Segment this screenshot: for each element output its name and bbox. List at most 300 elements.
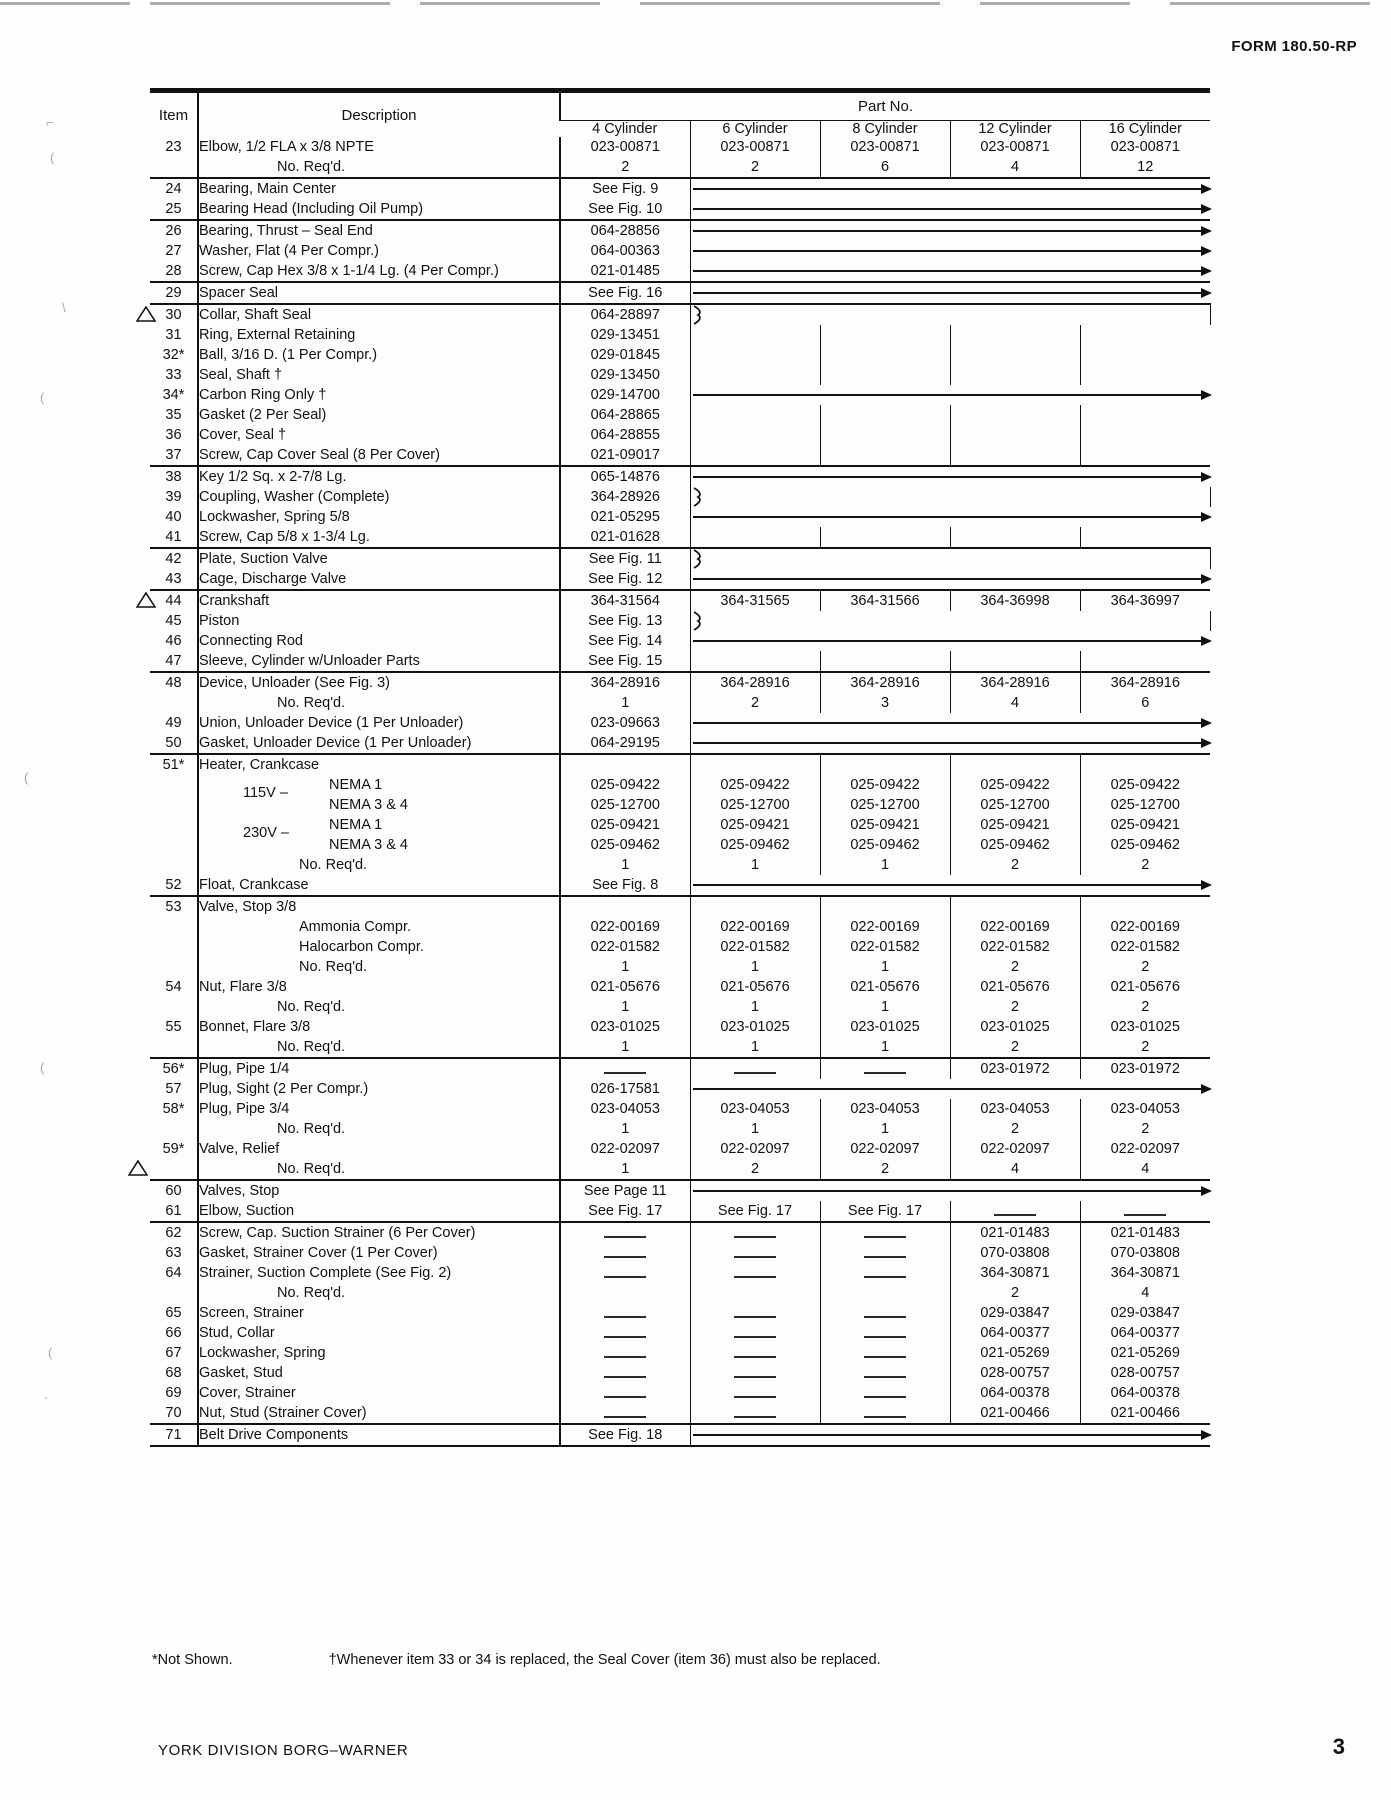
row-description: Piston xyxy=(198,611,560,631)
table-row xyxy=(150,1283,1210,1303)
row-value-col-5: 025-09462 xyxy=(1080,835,1210,855)
row-value-col-1: See Fig. 13 xyxy=(560,611,690,631)
row-description xyxy=(198,775,560,801)
row-description: Ball, 3/16 D. (1 Per Compr.) xyxy=(198,345,560,365)
row-value-col-5: 021-00466 xyxy=(1080,1403,1210,1424)
empty-value-dash xyxy=(864,1256,906,1258)
row-value-col-2 xyxy=(690,754,820,775)
header-col-1: 4 Cylinder xyxy=(592,121,658,137)
table-row xyxy=(150,282,1210,304)
row-description: Lockwasher, Spring 5/8 xyxy=(198,507,560,527)
row-value-col-5: 023-01025 xyxy=(1080,1017,1210,1037)
row-value-col-3: 6 xyxy=(820,157,950,178)
row-value-col-2: 1 xyxy=(690,1119,820,1139)
row-value-col-3 xyxy=(820,1058,950,1079)
row-value-col-5: 022-02097 xyxy=(1080,1139,1210,1159)
row-item-number: 23 xyxy=(165,139,182,155)
row-value-col-4: 364-36998 xyxy=(950,590,1080,611)
empty-value-dash xyxy=(734,1416,776,1418)
row-value-col-1: 021-05676 xyxy=(560,977,690,997)
empty-value-dash xyxy=(734,1276,776,1278)
row-value-col-4: 025-09421 xyxy=(950,815,1080,835)
row-item-number xyxy=(150,1283,198,1303)
page-number: 3 xyxy=(1332,1734,1345,1759)
row-description: Valve, Relief xyxy=(198,1139,560,1159)
row-item-number: 47 xyxy=(165,653,182,669)
empty-value-dash xyxy=(864,1276,906,1278)
scan-speckle: ( xyxy=(48,1345,53,1360)
scan-edge-artifact xyxy=(0,0,1391,10)
row-value-col-3: 025-09462 xyxy=(820,835,950,855)
row-value-col-2 xyxy=(690,1323,820,1343)
row-value-col-3: 021-05676 xyxy=(820,977,950,997)
row-description: No. Req'd. xyxy=(198,1037,560,1058)
row-value-col-5 xyxy=(1080,445,1210,466)
row-value-col-1: See Fig. 10 xyxy=(560,199,690,220)
row-description: Bearing, Thrust – Seal End xyxy=(198,220,560,241)
row-description: Stud, Collar xyxy=(198,1323,560,1343)
empty-value-dash xyxy=(734,1336,776,1338)
row-value-col-2 xyxy=(690,548,1210,569)
row-item-number xyxy=(150,815,198,835)
row-description: Plate, Suction Valve xyxy=(198,548,560,569)
row-value-col-1 xyxy=(560,896,690,917)
scan-speckle: ( xyxy=(40,390,45,405)
table-row xyxy=(150,875,1210,896)
empty-value-dash xyxy=(734,1256,776,1258)
header-description: Description xyxy=(198,93,560,137)
row-value-col-3: 1 xyxy=(820,957,950,977)
row-value-col-3: 3 xyxy=(820,693,950,713)
row-value-col-3: 022-00169 xyxy=(820,917,950,937)
row-value-col-1: 021-05295 xyxy=(560,507,690,527)
page-footer: YORK DIVISION BORG–WARNER xyxy=(158,1742,409,1759)
row-description: Lockwasher, Spring xyxy=(198,1343,560,1363)
row-value-col-1: 064-00363 xyxy=(560,241,690,261)
empty-value-dash xyxy=(604,1276,646,1278)
table-row xyxy=(150,1099,1210,1119)
table-row xyxy=(150,445,1210,466)
table-row xyxy=(150,775,1210,795)
row-description: No. Req'd. xyxy=(198,855,560,875)
table-header-row xyxy=(150,93,1210,121)
row-value-col-3: 1 xyxy=(820,1119,950,1139)
row-value-col-2 xyxy=(690,733,1210,754)
row-value-col-2: 364-31565 xyxy=(690,590,820,611)
row-value-col-1: See Fig. 16 xyxy=(560,282,690,304)
scan-speckle: \ xyxy=(62,300,66,315)
row-value-col-5 xyxy=(1080,651,1210,672)
row-value-col-1 xyxy=(560,1363,690,1383)
scan-speckle: ( xyxy=(40,1060,45,1075)
row-value-col-2 xyxy=(690,611,1210,631)
scan-speckle: ⌐ xyxy=(46,115,54,130)
row-item-number: 48 xyxy=(150,672,198,693)
row-value-col-3 xyxy=(820,1222,950,1243)
empty-value-dash xyxy=(864,1236,906,1238)
row-description: Gasket, Unloader Device (1 Per Unloader) xyxy=(198,733,560,754)
row-description: Crankshaft xyxy=(198,590,560,611)
row-value-col-2 xyxy=(690,304,1210,325)
table-row xyxy=(150,977,1210,997)
row-value-col-2 xyxy=(690,1180,1210,1201)
row-value-col-1: 1 xyxy=(560,693,690,713)
row-value-col-1: 025-12700 xyxy=(560,795,690,815)
row-value-col-1: See Fig. 12 xyxy=(560,569,690,590)
footnotes xyxy=(152,1652,881,1668)
row-item-number: 27 xyxy=(165,243,182,259)
row-value-col-2 xyxy=(690,405,820,425)
row-value-col-2 xyxy=(690,445,820,466)
table-row xyxy=(150,304,1210,325)
row-value-col-2 xyxy=(690,569,1210,590)
row-value-col-1: See Page 11 xyxy=(560,1180,690,1201)
row-value-col-1: 029-01845 xyxy=(560,345,690,365)
row-value-col-1: 023-00871 xyxy=(560,137,690,157)
row-value-col-1: 1 xyxy=(560,957,690,977)
row-value-col-1: 1 xyxy=(560,855,690,875)
row-item-number: 29 xyxy=(150,282,198,304)
empty-value-dash xyxy=(864,1376,906,1378)
table-row xyxy=(150,345,1210,365)
change-triangle-icon xyxy=(136,306,156,328)
table-row xyxy=(150,1180,1210,1201)
row-value-col-2: 2 xyxy=(690,157,820,178)
row-item-number: 40 xyxy=(165,509,182,525)
row-value-col-4: 025-12700 xyxy=(950,795,1080,815)
row-value-col-4: 2 xyxy=(950,957,1080,977)
row-item-number: 31 xyxy=(165,327,182,343)
row-value-col-2: 023-04053 xyxy=(690,1099,820,1119)
table-row xyxy=(150,199,1210,220)
row-value-col-2: See Fig. 17 xyxy=(690,1201,820,1222)
row-value-col-3 xyxy=(820,1363,950,1383)
row-value-col-5: 070-03808 xyxy=(1080,1243,1210,1263)
row-value-col-4: 2 xyxy=(950,1283,1080,1303)
row-item-number: 46 xyxy=(165,633,182,649)
row-value-col-5: 022-00169 xyxy=(1080,917,1210,937)
row-value-col-2 xyxy=(690,1058,820,1079)
row-value-col-5: 6 xyxy=(1080,693,1210,713)
table-row xyxy=(150,1243,1210,1263)
row-value-col-4: 025-09462 xyxy=(950,835,1080,855)
row-item-number: 59* xyxy=(162,1141,185,1157)
row-value-col-3 xyxy=(820,527,950,548)
table-row xyxy=(150,693,1210,713)
row-value-col-4 xyxy=(950,345,1080,365)
row-item-number: 63 xyxy=(165,1245,182,1261)
row-value-col-2 xyxy=(690,1403,820,1424)
row-item-number: 69 xyxy=(165,1385,182,1401)
row-value-col-2: 025-09462 xyxy=(690,835,820,855)
row-value-col-1: 064-28865 xyxy=(560,405,690,425)
empty-value-dash xyxy=(734,1316,776,1318)
row-value-col-1: 025-09462 xyxy=(560,835,690,855)
row-value-col-2: 022-00169 xyxy=(690,917,820,937)
row-description: Device, Unloader (See Fig. 3) xyxy=(198,672,560,693)
row-item-number: 36 xyxy=(165,427,182,443)
row-value-col-3 xyxy=(820,1243,950,1263)
row-description: Float, Crankcase xyxy=(198,875,560,896)
row-value-col-4: 021-05676 xyxy=(950,977,1080,997)
row-description: Halocarbon Compr. xyxy=(198,937,560,957)
row-value-col-2 xyxy=(690,1243,820,1263)
row-description: Cage, Discharge Valve xyxy=(198,569,560,590)
row-item-number: 49 xyxy=(165,715,182,731)
row-item-number xyxy=(150,957,198,977)
row-value-col-4: 2 xyxy=(950,1037,1080,1058)
row-value-col-3: 023-01025 xyxy=(820,1017,950,1037)
row-value-col-4 xyxy=(950,445,1080,466)
row-value-col-4: 2 xyxy=(950,997,1080,1017)
table-row xyxy=(150,1403,1210,1424)
row-value-col-1: See Fig. 14 xyxy=(560,631,690,651)
row-value-col-2 xyxy=(690,365,820,385)
row-value-col-3 xyxy=(820,1383,950,1403)
row-description: No. Req'd. xyxy=(198,693,560,713)
row-item-number: 62 xyxy=(150,1222,198,1243)
row-value-col-5: 364-36997 xyxy=(1080,590,1210,611)
table-row xyxy=(150,1303,1210,1323)
row-value-col-4: 022-02097 xyxy=(950,1139,1080,1159)
row-value-col-5: 021-01483 xyxy=(1080,1222,1210,1243)
row-description: Bearing Head (Including Oil Pump) xyxy=(198,199,560,220)
row-item-number xyxy=(150,1159,198,1180)
empty-value-dash xyxy=(864,1072,906,1074)
row-value-col-4 xyxy=(950,896,1080,917)
row-value-col-4 xyxy=(950,325,1080,345)
row-description: Collar, Shaft Seal xyxy=(198,304,560,325)
row-value-col-2: 025-09421 xyxy=(690,815,820,835)
row-value-col-2 xyxy=(690,507,1210,527)
row-description: Heater, Crankcase xyxy=(198,754,560,775)
empty-value-dash xyxy=(864,1396,906,1398)
row-value-col-5: 025-09421 xyxy=(1080,815,1210,835)
header-col-3: 8 Cylinder xyxy=(820,121,950,137)
row-value-col-4: 2 xyxy=(950,855,1080,875)
row-value-col-2 xyxy=(690,425,820,445)
row-value-col-4: 022-01582 xyxy=(950,937,1080,957)
row-value-col-4: 2 xyxy=(950,1119,1080,1139)
row-description: Valves, Stop xyxy=(198,1180,560,1201)
row-value-col-2: 1 xyxy=(690,957,820,977)
row-description: Gasket, Stud xyxy=(198,1363,560,1383)
row-description: No. Req'd. xyxy=(198,957,560,977)
row-value-col-4: 023-01972 xyxy=(950,1058,1080,1079)
table-row xyxy=(150,365,1210,385)
row-item-number xyxy=(150,835,198,855)
row-value-col-5: 4 xyxy=(1080,1283,1210,1303)
row-value-col-5: 021-05269 xyxy=(1080,1343,1210,1363)
row-value-col-1: 064-28897 xyxy=(560,304,690,325)
row-description: Screw, Cap Cover Seal (8 Per Cover) xyxy=(198,445,560,466)
row-item-number: 60 xyxy=(150,1180,198,1201)
row-item-number: 39 xyxy=(165,489,182,505)
row-item-number: 64 xyxy=(165,1265,182,1281)
row-value-col-5 xyxy=(1080,405,1210,425)
row-value-col-5: 021-05676 xyxy=(1080,977,1210,997)
row-description: Plug, Pipe 3/4 xyxy=(198,1099,560,1119)
row-description: No. Req'd. xyxy=(198,997,560,1017)
table-row xyxy=(150,466,1210,487)
row-value-col-4: 025-09422 xyxy=(950,775,1080,795)
row-description: Connecting Rod xyxy=(198,631,560,651)
row-value-col-1 xyxy=(560,1383,690,1403)
table-row xyxy=(150,220,1210,241)
row-value-col-2: 022-01582 xyxy=(690,937,820,957)
row-value-col-1: See Fig. 15 xyxy=(560,651,690,672)
row-value-col-1: 025-09422 xyxy=(560,775,690,795)
row-value-col-1: 1 xyxy=(560,997,690,1017)
table-row xyxy=(150,754,1210,775)
row-item-number xyxy=(150,997,198,1017)
header-item: Item xyxy=(158,106,189,124)
row-description: Spacer Seal xyxy=(198,282,560,304)
row-item-number: 41 xyxy=(165,529,182,545)
row-item-number: 65 xyxy=(165,1305,182,1321)
row-item-number: 33 xyxy=(165,367,182,383)
row-value-col-1: 025-09421 xyxy=(560,815,690,835)
row-value-col-4: 070-03808 xyxy=(950,1243,1080,1263)
row-value-col-4 xyxy=(950,651,1080,672)
row-description: Nut, Stud (Strainer Cover) xyxy=(198,1403,560,1424)
row-description: Screw, Cap. Suction Strainer (6 Per Cover) xyxy=(198,1222,560,1243)
row-value-col-4 xyxy=(950,365,1080,385)
row-value-col-3: 1 xyxy=(820,997,950,1017)
row-value-col-5: 2 xyxy=(1080,1119,1210,1139)
table-row xyxy=(150,590,1210,611)
table-row xyxy=(150,425,1210,445)
row-value-col-5: 029-03847 xyxy=(1080,1303,1210,1323)
empty-value-dash xyxy=(734,1376,776,1378)
row-value-col-2 xyxy=(690,199,1210,220)
row-description: Bonnet, Flare 3/8 xyxy=(198,1017,560,1037)
row-description: No. Req'd. xyxy=(198,1283,560,1303)
row-value-col-4: 021-01483 xyxy=(950,1222,1080,1243)
row-value-col-1: 021-09017 xyxy=(560,445,690,466)
change-triangle-icon xyxy=(128,1160,148,1182)
row-description: Strainer, Suction Complete (See Fig. 2) xyxy=(198,1263,560,1283)
row-value-col-2 xyxy=(690,1079,1210,1099)
row-description: NEMA 3 & 4 xyxy=(198,795,560,815)
row-item-number: 70 xyxy=(165,1405,182,1421)
row-value-col-5: 025-12700 xyxy=(1080,795,1210,815)
table-row xyxy=(150,1058,1210,1079)
row-description: No. Req'd. xyxy=(198,157,560,178)
empty-value-dash xyxy=(864,1416,906,1418)
row-value-col-2: 023-01025 xyxy=(690,1017,820,1037)
row-description: NEMA 3 & 4 xyxy=(198,835,560,855)
row-value-col-4: 364-30871 xyxy=(950,1263,1080,1283)
table-row xyxy=(150,548,1210,569)
row-value-col-3 xyxy=(820,325,950,345)
row-item-number: 30 xyxy=(150,304,198,325)
row-value-col-3 xyxy=(820,896,950,917)
row-item-number: 44 xyxy=(150,590,198,611)
row-item-number: 56* xyxy=(150,1058,198,1079)
row-value-col-1: See Fig. 17 xyxy=(560,1201,690,1222)
row-description: Key 1/2 Sq. x 2-7/8 Lg. xyxy=(198,466,560,487)
table-row xyxy=(150,1201,1210,1222)
empty-value-dash xyxy=(1124,1214,1166,1216)
table-row xyxy=(150,405,1210,425)
row-value-col-1 xyxy=(560,1058,690,1079)
table-row xyxy=(150,157,1210,178)
table-row xyxy=(150,795,1210,815)
table-row xyxy=(150,1017,1210,1037)
table-row xyxy=(150,385,1210,405)
row-value-col-1 xyxy=(560,1343,690,1363)
row-value-col-1 xyxy=(560,1222,690,1243)
row-value-col-5: 4 xyxy=(1080,1159,1210,1180)
row-value-col-1: 022-02097 xyxy=(560,1139,690,1159)
row-value-col-1: See Fig. 18 xyxy=(560,1424,690,1446)
row-item-number: 53 xyxy=(150,896,198,917)
row-value-col-3: 025-09421 xyxy=(820,815,950,835)
row-value-col-5: 064-00377 xyxy=(1080,1323,1210,1343)
row-value-col-3: 1 xyxy=(820,1037,950,1058)
row-value-col-1 xyxy=(560,1403,690,1424)
row-item-number xyxy=(150,1037,198,1058)
row-value-col-1: See Fig. 11 xyxy=(560,548,690,569)
empty-value-dash xyxy=(604,1316,646,1318)
table-row xyxy=(150,507,1210,527)
group-brace-icon xyxy=(692,611,706,631)
row-value-col-3 xyxy=(820,1283,950,1303)
row-value-col-1: 021-01628 xyxy=(560,527,690,548)
row-value-col-5: 12 xyxy=(1080,157,1210,178)
table-row xyxy=(150,611,1210,631)
row-value-col-1: 023-09663 xyxy=(560,713,690,733)
row-value-col-1 xyxy=(560,1263,690,1283)
row-item-number: 28 xyxy=(165,263,182,279)
scan-speckle: ( xyxy=(24,770,29,785)
row-description: Sleeve, Cylinder w/Unloader Parts xyxy=(198,651,560,672)
row-description-text: NEMA 1 xyxy=(329,777,383,793)
table-row xyxy=(150,1263,1210,1283)
row-value-col-2: 1 xyxy=(690,855,820,875)
row-value-col-5: 2 xyxy=(1080,997,1210,1017)
row-value-col-1: 029-13451 xyxy=(560,325,690,345)
row-value-col-1: 029-13450 xyxy=(560,365,690,385)
row-value-col-5 xyxy=(1080,365,1210,385)
voltage-label: 115V – xyxy=(243,785,288,801)
row-item-number: 26 xyxy=(150,220,198,241)
row-item-number: 50 xyxy=(165,735,182,751)
empty-value-dash xyxy=(864,1336,906,1338)
row-value-col-3 xyxy=(820,1263,950,1283)
row-description: Screw, Cap Hex 3/8 x 1-1/4 Lg. (4 Per Compr.) xyxy=(198,261,560,282)
row-item-number: 37 xyxy=(165,447,182,463)
row-value-col-2: 025-12700 xyxy=(690,795,820,815)
row-value-col-3 xyxy=(820,1343,950,1363)
row-value-col-3 xyxy=(820,651,950,672)
table-row xyxy=(150,835,1210,855)
row-value-col-5: 2 xyxy=(1080,855,1210,875)
empty-value-dash xyxy=(994,1214,1036,1216)
row-value-col-2 xyxy=(690,466,1210,487)
row-value-col-1: See Fig. 9 xyxy=(560,178,690,199)
row-value-col-2: 021-05676 xyxy=(690,977,820,997)
row-value-col-4: 028-00757 xyxy=(950,1363,1080,1383)
row-value-col-2 xyxy=(690,713,1210,733)
row-item-number: 54 xyxy=(165,979,182,995)
row-value-col-5 xyxy=(1080,527,1210,548)
row-description: Screw, Cap 5/8 x 1-3/4 Lg. xyxy=(198,527,560,548)
row-item-number: 71 xyxy=(150,1424,198,1446)
table-row xyxy=(150,917,1210,937)
row-value-col-4 xyxy=(950,527,1080,548)
